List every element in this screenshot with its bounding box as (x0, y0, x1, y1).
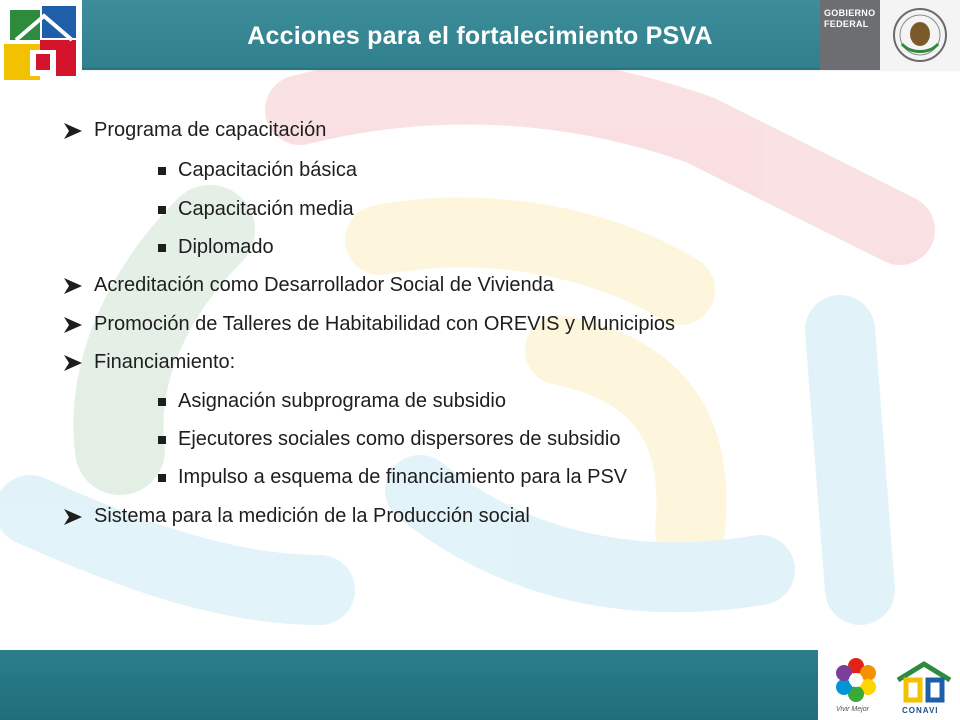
list-item (62, 351, 235, 374)
gov-line-1: GOBIERNO (824, 8, 876, 18)
list-item-text: Capacitación media (178, 198, 354, 220)
list-item-text: Financiamiento: (94, 351, 236, 373)
list-item-text: Ejecutores sociales como dispersores de subsidio (178, 428, 621, 450)
list-item (62, 274, 554, 297)
square-bullet-icon (158, 436, 166, 444)
square-bullet-icon (158, 206, 166, 214)
footer-logos (818, 650, 960, 720)
list-item (62, 505, 530, 528)
square-bullet-icon (158, 474, 166, 482)
list-item-text: Acreditación como Desarrollador Social de Vivienda (94, 274, 554, 296)
list-item-text: Diplomado (178, 236, 274, 258)
arrow-bullet-icon (62, 507, 84, 527)
square-bullet-icon (158, 398, 166, 406)
conavi-label: CONAVI (902, 706, 939, 715)
list-item-text: Sistema para la medición de la Producción social (94, 505, 530, 527)
list-item (158, 159, 357, 182)
vivir-mejor-label: Vivir Mejor (836, 706, 869, 713)
list-item-text: Impulso a esquema de financiamiento para la PSV (178, 466, 628, 488)
list-item-text: Capacitación básica (178, 159, 357, 181)
arrow-bullet-icon (62, 276, 84, 296)
list-item (62, 313, 675, 336)
arrow-bullet-icon (62, 353, 84, 373)
list-item (158, 466, 627, 489)
list-item (62, 119, 326, 142)
gov-line-2: FEDERAL (824, 19, 869, 29)
vivir-mejor-flower-icon (826, 654, 886, 710)
list-item-text: Asignación subprograma de subsidio (178, 390, 506, 412)
list-item (158, 428, 620, 451)
list-item (158, 390, 506, 413)
square-bullet-icon (158, 167, 166, 175)
square-bullet-icon (158, 244, 166, 252)
list-item-text: Programa de capacitación (94, 119, 327, 141)
list-item-text: Promoción de Talleres de Habitabilidad con OREVIS y Municipios (94, 313, 676, 335)
footer-bar (0, 650, 960, 720)
list-item (158, 236, 274, 259)
arrow-bullet-icon (62, 121, 84, 141)
conavi-house-icon (892, 658, 956, 706)
arrow-bullet-icon (62, 315, 84, 335)
list-item (158, 198, 354, 221)
slide-title: Acciones para el fortalecimiento PSVA (247, 22, 713, 50)
